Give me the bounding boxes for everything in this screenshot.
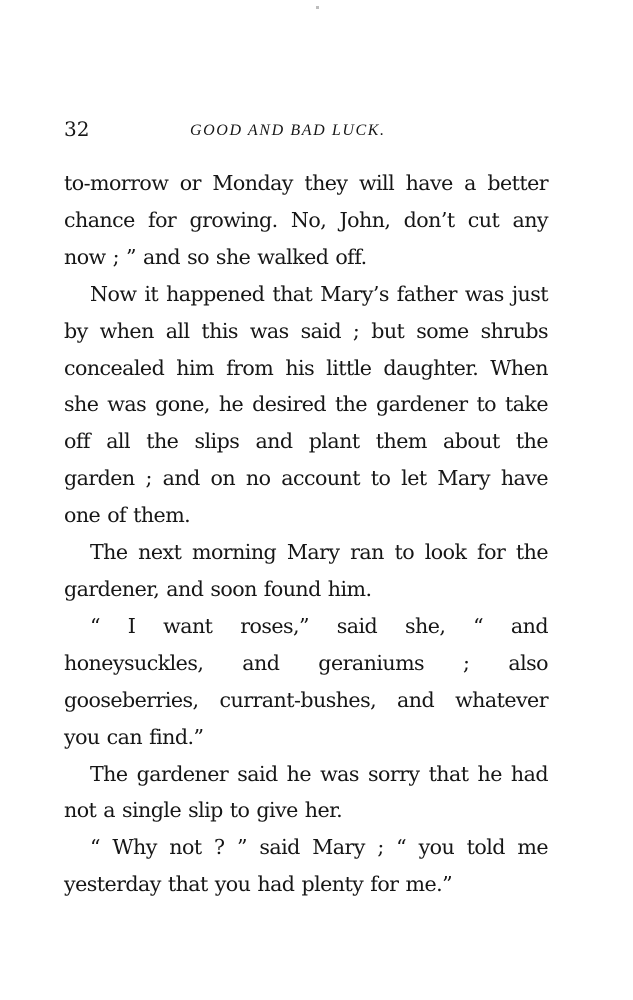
paragraph: to-morrow or Monday they will have a better chance for growing. No, John, don’t cut any now ; ” and so she walked off. [64, 171, 548, 269]
paragraph: The gardener said he was sorry that he had not a single slip to give her. [64, 761, 548, 823]
running-head: GOOD AND BAD LUCK. [190, 122, 386, 139]
page-number: 32 [64, 117, 90, 141]
body-text [64, 165, 548, 903]
paragraph: The next morning Mary ran to look for the gardener, and soon found him. [64, 540, 548, 601]
page-header [64, 116, 564, 146]
print-speck [316, 6, 319, 9]
paragraph: “ I want roses,” said she, “ and honeysuckles, and geraniums ; also gooseberries, currant-bushes, and whatever you can find.” [64, 613, 548, 749]
paragraph: “ Why not ? ” said Mary ; “ you told me yesterday that you had plenty for me.” [64, 835, 548, 897]
paragraph: Now it happened that Mary’s father was just by when all this was said ; but some shrubs concealed him from his little daughter. When she was gone, he desired the gardener to take off all the slips and plant them about the garden ; and on no account to let Mary have one of them. [64, 281, 548, 528]
